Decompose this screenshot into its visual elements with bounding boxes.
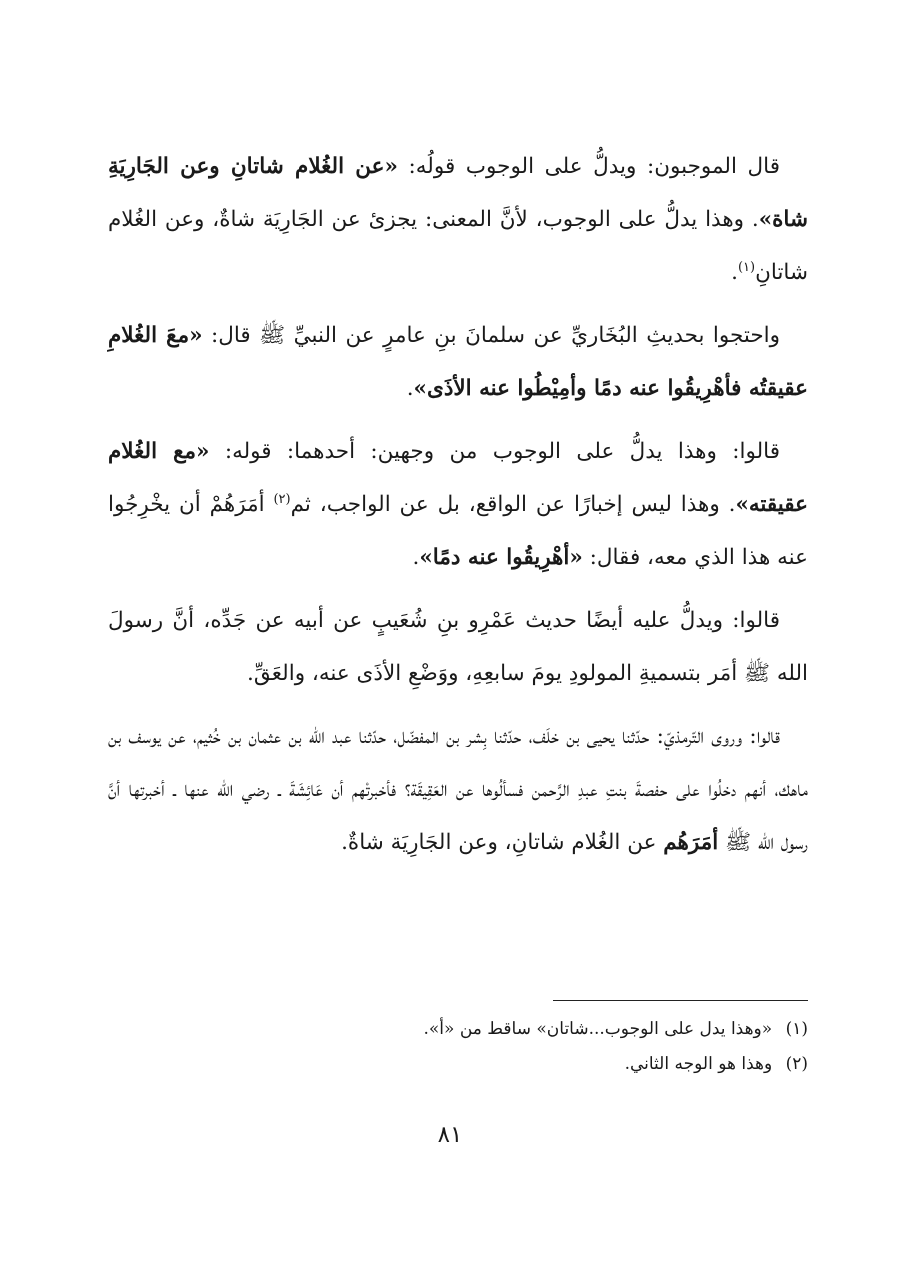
footnotes — [108, 1012, 808, 1082]
paragraph-text: قال الموجبون: ويدلُّ على الوجوب قولُه: — [397, 154, 780, 179]
page-number: ٨١ — [437, 1122, 463, 1148]
footnote-number: (٢) — [785, 1054, 808, 1074]
footnote-number: (١) — [785, 1019, 808, 1039]
paragraph — [108, 710, 808, 869]
hadith-quote: «أهْرِيقُوا عنه دمًا» — [419, 545, 583, 570]
paragraph-text: . — [412, 545, 420, 570]
hadith-quote: «عن الغُلام شاتانِ وعن الجَارِيَةِ شاة» — [108, 154, 808, 232]
main-text — [108, 140, 808, 879]
footnote — [108, 1047, 808, 1082]
footnote-text: «وهذا يدل على الوجوب...شاتان» ساقط من «أ». — [423, 1019, 773, 1039]
hadith-quote: أمَرَهُم — [663, 830, 719, 855]
footnote-text: وهذا هو الوجه الثاني. — [624, 1054, 773, 1074]
paragraph-text: . — [731, 260, 738, 285]
hadith-quote: «معَ الغُلامِ عقيقتُه فأهْرِيقُوا عنه دمًا وأمِيْطُوا عنه الأذَى» — [108, 323, 808, 401]
paragraph-text: واحتجوا بحديثِ البُخَاريِّ عن سلمانَ بنِ عامرٍ عن النبيِّ ﷺ قال: — [202, 323, 781, 348]
footnote-divider — [553, 1000, 808, 1001]
paragraph-text: . وهذا يدلُّ على الوجوب، لأنَّ المعنى: يجزئ عن الجَارِيَة شاةٌ، وعن الغُلام شاتانِ — [108, 207, 808, 285]
paragraph-text: . — [406, 376, 414, 401]
paragraph-text: . وهذا ليس إخبارًا عن الواقع، بل عن الواجب، ثم — [290, 492, 736, 517]
footnote-ref: (١) — [737, 259, 756, 275]
paragraph — [108, 594, 808, 700]
hadith-quote: «مع الغُلام عقيقته» — [108, 439, 808, 517]
footnote-ref: (٢) — [273, 491, 291, 507]
paragraph-text: أمَرَهُمْ أن يخْرِجُوا عنه هذا الذي معه، فقال: — [108, 492, 808, 570]
paragraph-text: قالوا: وروى التّرمذيّ: حدّثنا يحيى بن خلَف، حدّثنا بِشر بن المفضّل، حدّثنا عبد الله بن عثمان بن خُثيم، عن يوسف بن ماهك، أنهم دخلُوا على حفصةَ بنتِ عبدِ الرَّحمن فسألُوها عن العَقِيقَة؟ فأخبرتْهم أن عَائِشَةَ ـ رضي الله عنها ـ أخبرتها أنَّ رسول الله ﷺ — [108, 724, 808, 855]
paragraph-text: قالوا: وهذا يدلُّ على الوجوب من وجهين: أحدهما: قوله: — [209, 439, 780, 464]
footnote — [108, 1012, 808, 1047]
paragraph — [108, 309, 808, 415]
paragraph-text: قالوا: ويدلُّ عليه أيضًا حديث عَمْرِو بنِ شُعَيبٍ عن أبيه عن جَدِّه، أنَّ رسولَ الله ﷺ أمَر بتسميةِ المولودِ يومَ سابعِهِ، ووَضْعِ الأذَى عنه، والعَقِّ. — [108, 608, 808, 686]
paragraph-text: عن الغُلام شاتانِ، وعن الجَارِيَة شاةٌ. — [341, 830, 664, 855]
paragraph — [108, 140, 808, 299]
paragraph — [108, 425, 808, 584]
